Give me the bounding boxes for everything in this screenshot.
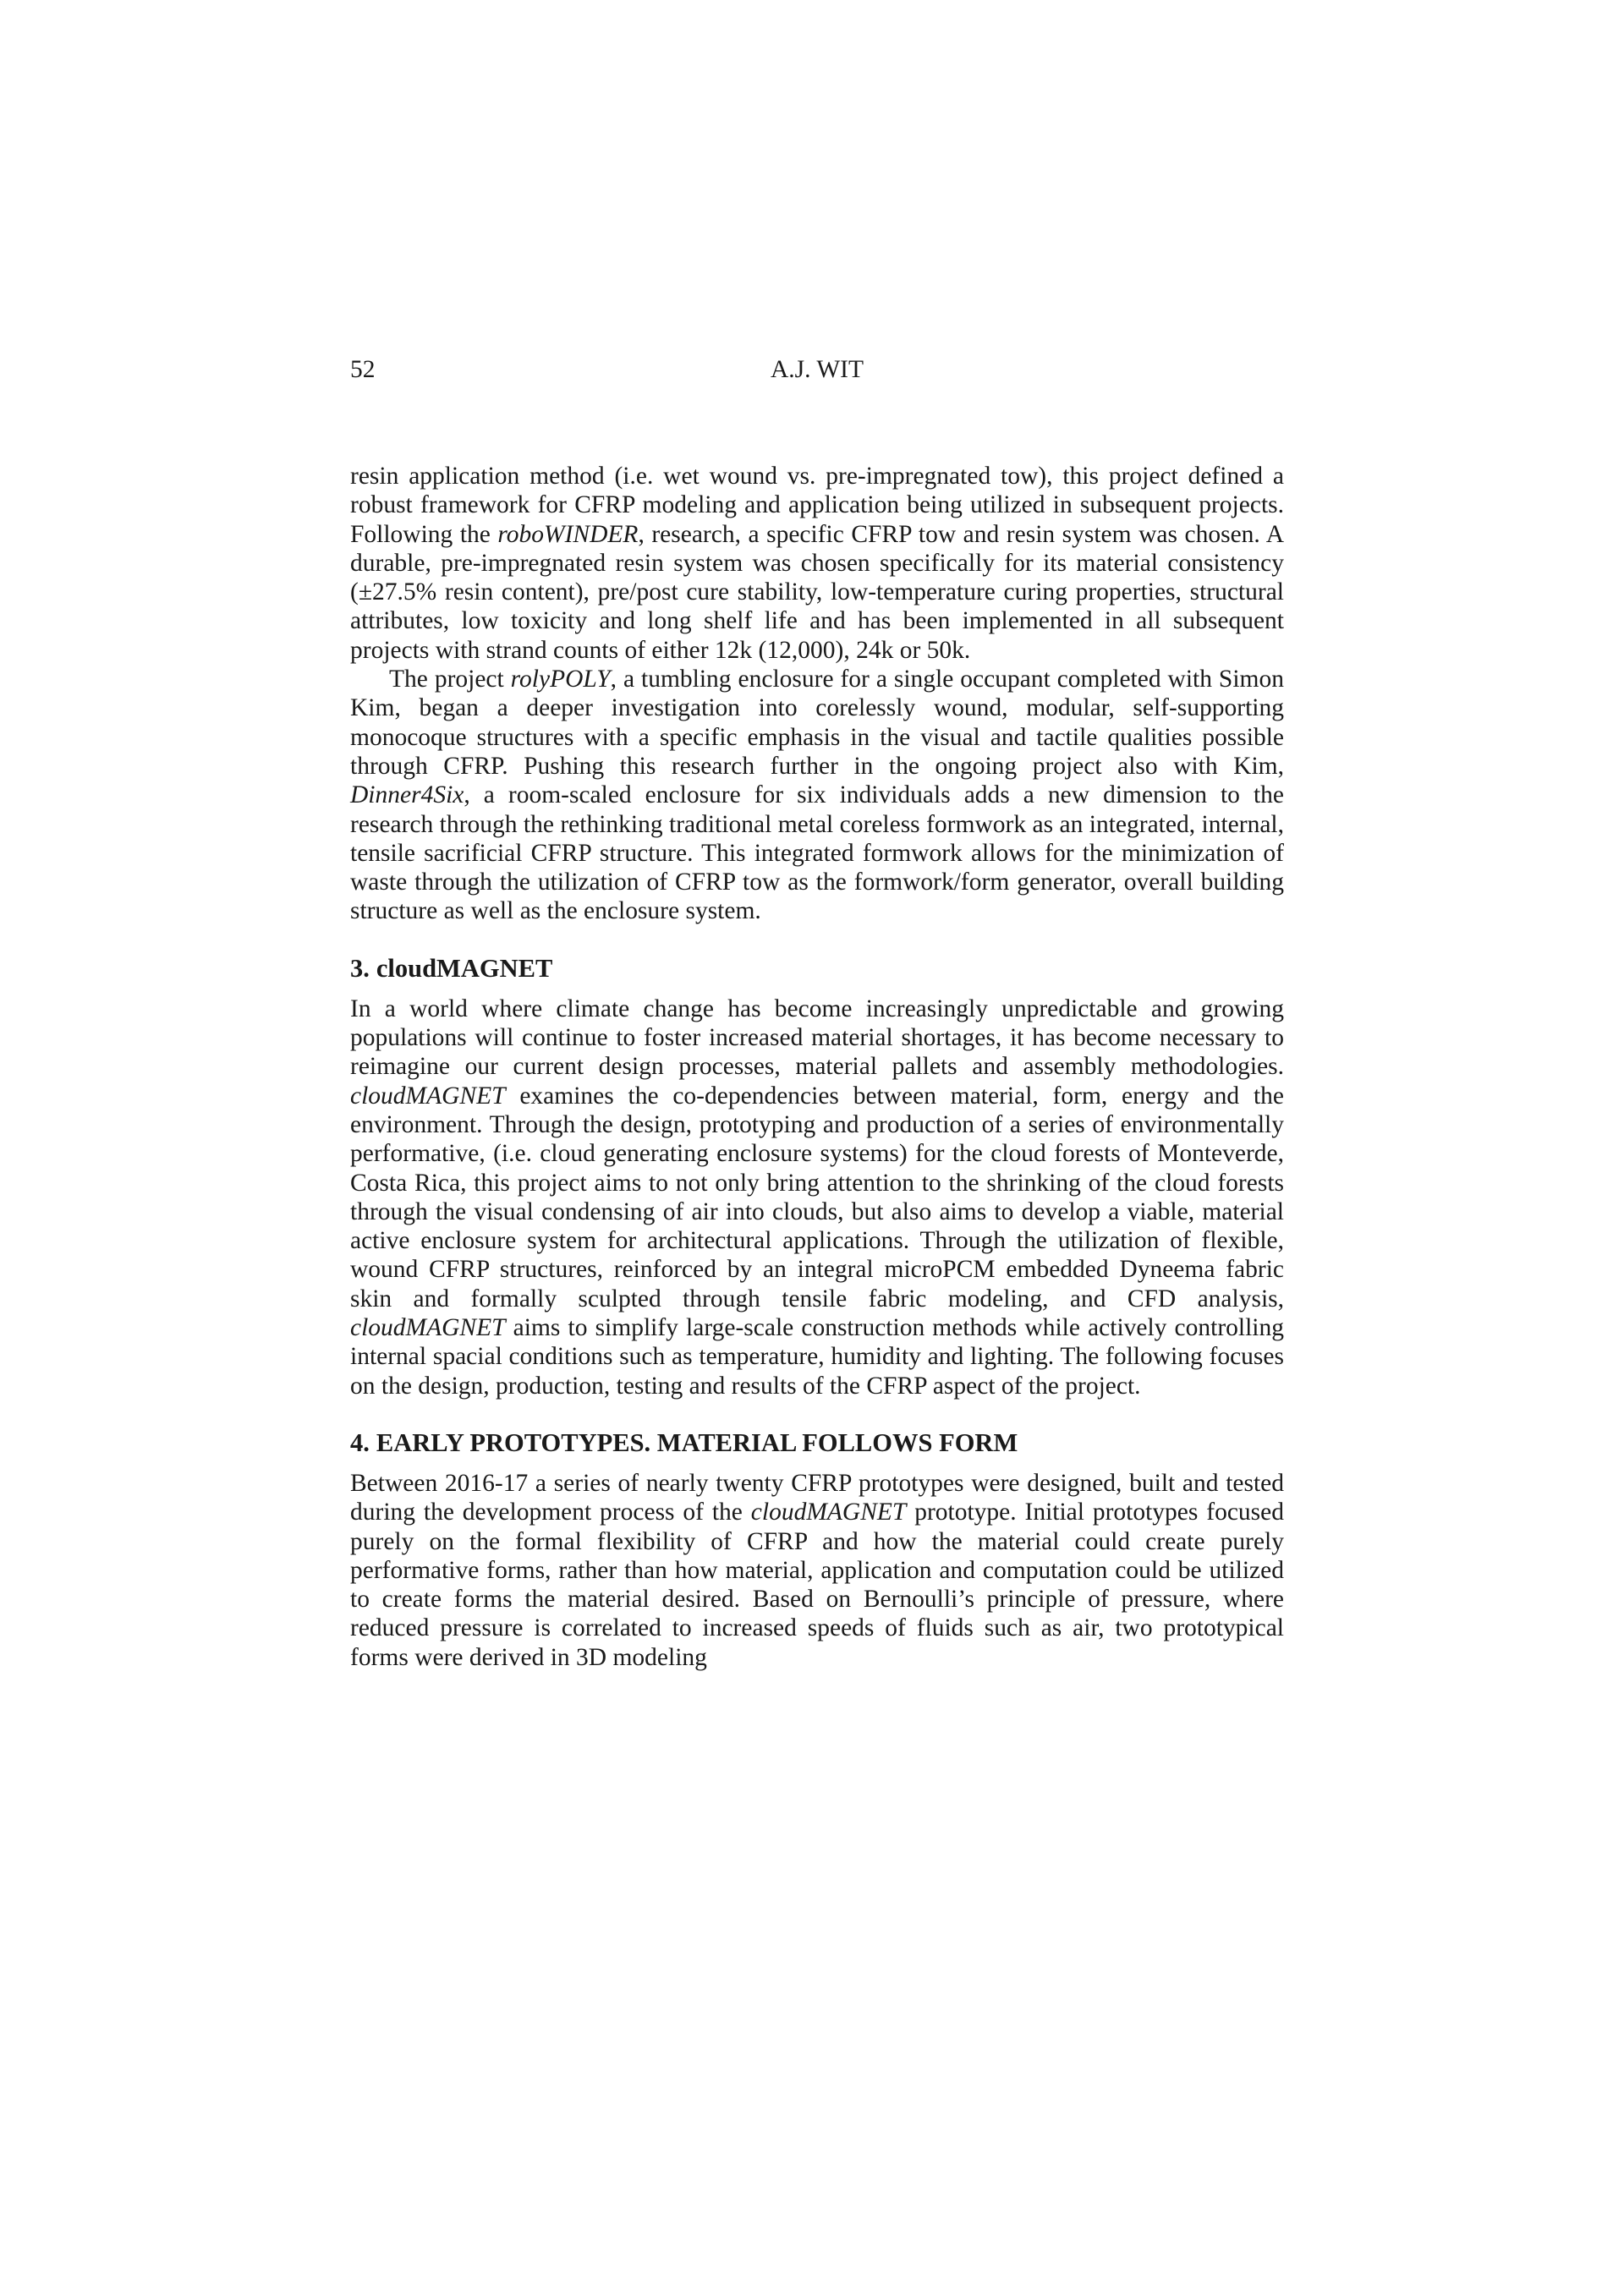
text-run: , a room-scaled enclosure for six individuals adds a new dimension to the research through the rethinking traditional metal coreless formwork as an integrated, internal, tensile sacrificial CFRP structure. This integrated formwork allows for the minimization of waste through the utilization of CFRP tow as the formwork/form generator, overall building structure as well as the enclosure system.	[350, 781, 1284, 925]
section-heading-3	[350, 953, 1284, 984]
author-header: A.J. WIT	[770, 356, 864, 383]
text-run: resin application method (i.e. wet wound vs. pre-impregnated tow), this project defined a robust framework for CFRP modeling and application being utilized in subsequent projects. Following the	[350, 463, 1284, 548]
project-name-dinner4six: Dinner4Six	[350, 781, 464, 809]
body-text	[350, 462, 1284, 1672]
text-run: examines the co-dependencies between material, form, energy and the environment. Through the design, prototyping and production of a series of environmentally performative, (i.e. cloud generating enclosure systems) for the cloud forests of Monteverde, Costa Rica, this project aims to not only bring attention to the shrinking of the cloud forests through the visual condensing of air into clouds, but also aims to develop a viable, material active enclosure system for architectural applications. Through the utilization of flexible, wound CFRP structures, reinforced by an integral microPCM embedded Dyneema fabric skin and formally sculpted through tensile fabric modeling, and CFD analysis,	[350, 1082, 1284, 1312]
paragraph-1	[350, 462, 1284, 665]
project-name-cloudmagnet: cloudMAGNET	[350, 1082, 506, 1110]
project-name-cloudmagnet: cloudMAGNET	[750, 1499, 907, 1526]
paragraph-4	[350, 1469, 1284, 1672]
running-head	[350, 351, 1284, 388]
paragraph-3	[350, 995, 1284, 1400]
section-number: 3.	[350, 953, 370, 983]
text-run: prototype. Initial prototypes focused purely on the formal flexibility of CFRP and how the material could create purely performative forms, rather than how material, application and computation could be utilized to create forms the material desired. Based on Bernoulli’s principle of pressure, where reduced pressure is correlated to increased speeds of fluids such as air, two prototypical forms were derived in 3D modeling	[350, 1499, 1285, 1671]
page-number: 52	[350, 356, 376, 383]
text-run: , research, a specific CFRP tow and resin system was chosen. A durable, pre-impregnated resin system was chosen specifically for its material consistency (±27.5% resin content), pre/post cure stability, low-temperature curing properties, structural attributes, low toxicity and long shelf life and has been implemented in all subsequent projects with strand counts of either 12k (12,000), 24k or 50k.	[350, 520, 1284, 664]
text-run: In a world where climate change has become increasingly unpredictable and growing populations will continue to foster increased material shortages, it has become necessary to reimagine our current design processes, material pallets and assembly methodologies.	[350, 995, 1284, 1081]
project-name-rolypoly: rolyPOLY	[510, 666, 611, 693]
paragraph-2	[350, 665, 1284, 926]
section-title: cloudMAGNET	[376, 953, 553, 983]
text-run: , a tumbling enclosure for a single occupant completed with Simon Kim, began a deeper investigation into corelessly wound, modular, self-supporting monocoque structures with a specific emphasis in the visual and tactile qualities possible through CFRP. Pushing this research further in the ongoing project also with Kim,	[350, 666, 1284, 780]
section-title: EARLY PROTOTYPES. MATERIAL FOLLOWS FORM	[376, 1427, 1018, 1457]
section-heading-4	[350, 1427, 1284, 1458]
text-run: Between 2016-17 a series of nearly twenty CFRP prototypes were designed, built and tested during the development process of the	[350, 1469, 1284, 1526]
project-name-robowinder: roboWINDER	[497, 520, 639, 548]
project-name-cloudmagnet: cloudMAGNET	[350, 1314, 506, 1342]
text-run: The project	[389, 666, 511, 693]
text-run: aims to simplify large-scale construction methods while actively controlling internal spacial conditions such as temperature, humidity and lighting. The following focuses on the design, production, testing and results of the CFRP aspect of the project.	[350, 1314, 1284, 1400]
page	[350, 351, 1284, 1672]
section-number: 4.	[350, 1427, 370, 1457]
